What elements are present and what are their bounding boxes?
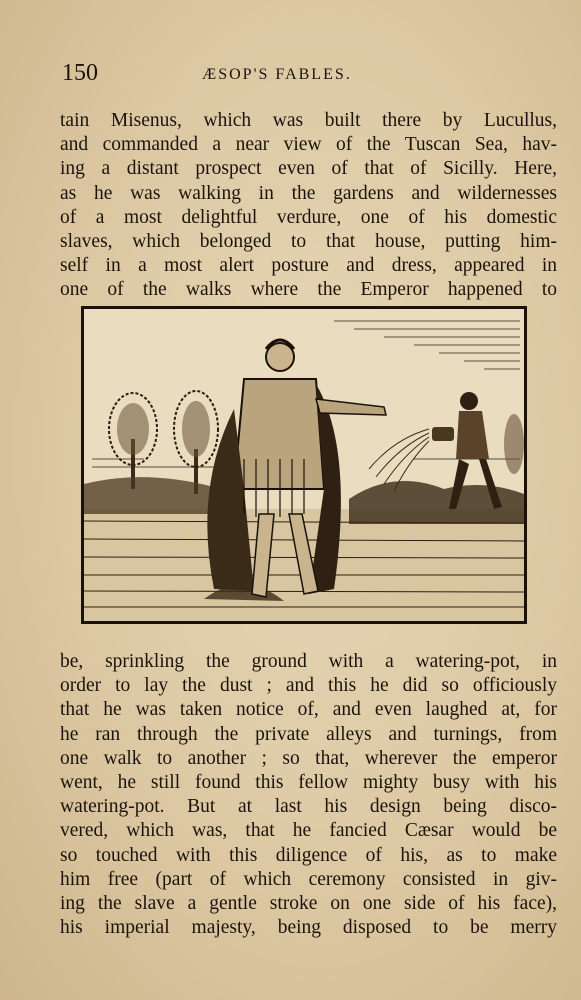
woodcut-drawing bbox=[84, 309, 524, 621]
text-line: his imperial majesty, being disposed to be merry bbox=[60, 917, 557, 939]
woodcut-illustration bbox=[81, 306, 527, 624]
text-line: as he was walking in the gardens and wildernesses bbox=[60, 182, 557, 204]
page-number: 150 bbox=[62, 60, 98, 86]
text-line: be, sprinkling the ground with a watering-pot, in bbox=[60, 651, 557, 672]
page-header bbox=[62, 60, 522, 90]
text-line: ing a distant prospect even of that of Sicilly. Here, bbox=[60, 158, 557, 180]
text-line: order to lay the dust ; and this he did so officiously bbox=[60, 675, 557, 697]
text-line: so touched with this diligence of his, as to make bbox=[60, 844, 557, 866]
water-spray bbox=[369, 429, 429, 491]
text-line: him free (part of which ceremony consisted in giv- bbox=[60, 868, 557, 890]
text-line: one walk to another ; so that, wherever the emperor bbox=[60, 747, 557, 769]
text-line: one of the walks where the Emperor happened to bbox=[60, 279, 557, 301]
text-line: watering-pot. But at last his design being disco- bbox=[60, 796, 557, 818]
text-line: of a most delightful verdure, one of his domestic bbox=[60, 206, 557, 228]
text-line: vered, which was, that he fancied Cæsar would be bbox=[60, 820, 557, 842]
running-title: ÆSOP'S FABLES. bbox=[202, 66, 352, 83]
text-line: slaves, which belonged to that house, putting him- bbox=[60, 230, 557, 252]
text-line: that he was taken notice of, and even laughed at, for bbox=[60, 699, 557, 721]
text-line: self in a most alert posture and dress, appeared in bbox=[60, 255, 557, 277]
text-line: he ran through the private alleys and turnings, from bbox=[60, 723, 557, 745]
text-line: ing the slave a gentle stroke on one side of his face), bbox=[60, 892, 557, 914]
paragraph-top bbox=[60, 109, 557, 303]
text-line: went, he still found this fellow mighty busy with his bbox=[60, 771, 557, 793]
text-line: tain Misenus, which was built there by Lucullus, bbox=[60, 110, 557, 131]
paragraph-bottom bbox=[60, 650, 557, 940]
text-line: and commanded a near view of the Tuscan Sea, hav- bbox=[60, 134, 557, 156]
